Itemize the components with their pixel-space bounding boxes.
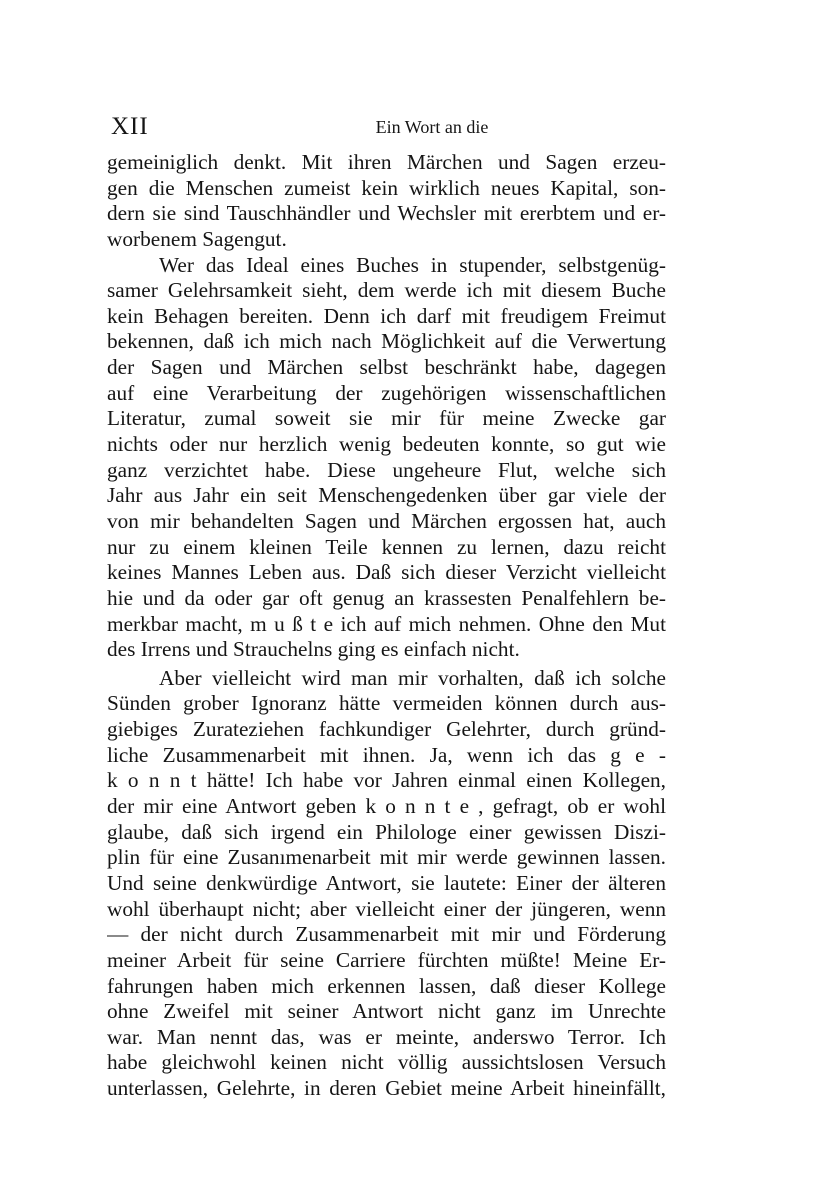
text-line: der mir eine Antwort geben k o n n t e , gefragt, ob er wohl bbox=[107, 794, 666, 819]
text-line: Wer das Ideal eines Buches in stupender, selbstgenüg- bbox=[159, 252, 666, 277]
text-line: Aber vielleicht wird man mir vorhalten, daß ich solche bbox=[159, 665, 666, 690]
text-line: von mir behandelten Sagen und Märchen ergossen hat, auch bbox=[107, 508, 666, 533]
text-line: kein Behagen bereiten. Denn ich darf mit freudigem Freimut bbox=[107, 303, 666, 328]
text-line: habe gleichwohl keinen nicht völlig aussichtslosen Versuch bbox=[107, 1050, 666, 1075]
text-line: war. Man nennt das, was er meinte, anderswo Terror. Ich bbox=[107, 1024, 666, 1049]
text-line: merkbar macht, m u ß t e ich auf mich nehmen. Ohne den Mut bbox=[107, 611, 666, 636]
text-line: — der nicht durch Zusammenarbeit mit mir und Förderung bbox=[107, 922, 666, 947]
text-line: samer Gelehrsamkeit sieht, dem werde ich mit diesem Buche bbox=[107, 278, 666, 303]
text-line: fahrungen haben mich erkennen lassen, daß dieser Kollege bbox=[107, 973, 666, 998]
text-line: ganz verzichtet habe. Diese ungeheure Flut, welche sich bbox=[107, 457, 666, 482]
text-line: dern sie sind Tauschhändler und Wechsler mit ererbtem und er- bbox=[107, 201, 666, 226]
text-line: der Sagen und Märchen selbst beschränkt habe, dagegen bbox=[107, 355, 666, 380]
text-line: des Irrens und Strauchelns ging es einfach nicht. bbox=[107, 637, 520, 662]
text-line: liche Zusammenarbeit mit ihnen. Ja, wenn ich das g e - bbox=[107, 742, 666, 767]
text-line: ohne Zweifel mit seiner Antwort nicht ganz im Unrechte bbox=[107, 999, 666, 1024]
text-line: Jahr aus Jahr ein seit Menschengedenken über gar viele der bbox=[107, 483, 666, 508]
text-line: gen die Menschen zumeist kein wirklich neues Kapital, son- bbox=[107, 175, 666, 200]
text-line: meiner Arbeit für seine Carriere fürchten müßte! Meine Er- bbox=[107, 947, 666, 972]
text-line: nichts oder nur herzlich wenig bedeuten konnte, so gut wie bbox=[107, 432, 666, 457]
text-line: keines Mannes Leben aus. Daß sich dieser Verzicht vielleicht bbox=[107, 560, 666, 585]
running-title: Ein Wort an die bbox=[375, 117, 489, 137]
text-line: gemeiniglich denkt. Mit ihren Märchen und Sagen erzeu- bbox=[107, 150, 666, 174]
text-line: unterlassen, Gelehrte, in deren Gebiet meine Arbeit hineinfällt, bbox=[107, 1076, 666, 1101]
text-line: hie und da oder gar oft genug an krassesten Penalfehlern be- bbox=[107, 585, 666, 610]
text-line: Und seine denkwürdige Antwort, sie lautete: Einer der älteren bbox=[107, 870, 666, 895]
text-line: nur zu einem kleinen Teile kennen zu lernen, dazu reicht bbox=[107, 534, 666, 559]
text-line: worbenem Sagengut. bbox=[107, 226, 287, 251]
text-line: giebiges Zurateziehen fachkundiger Gelehrter, durch gründ- bbox=[107, 717, 666, 742]
text-line: Literatur, zumal soweit sie mir für meine Zwecke gar bbox=[107, 406, 666, 431]
text-line: plin für eine Zusanımenarbeit mit mir werde gewinnen lassen. bbox=[107, 845, 666, 870]
text-line: wohl überhaupt nicht; aber vielleicht einer der jüngeren, wenn bbox=[107, 896, 666, 921]
text-line: bekennen, daß ich mich nach Möglichkeit auf die Verwertung bbox=[107, 329, 666, 354]
body-text bbox=[107, 150, 666, 1102]
text-line: Sünden grober Ignoranz hätte vermeiden können durch aus- bbox=[107, 691, 666, 716]
text-line: glaube, daß sich irgend ein Philologe einer gewissen Diszi- bbox=[107, 819, 666, 844]
page-number: XII bbox=[111, 113, 149, 140]
text-line: auf eine Verarbeitung der zugehörigen wissenschaftlichen bbox=[107, 380, 666, 405]
text-line: k o n n t hätte! Ich habe vor Jahren einmal einen Kollegen, bbox=[107, 768, 666, 793]
